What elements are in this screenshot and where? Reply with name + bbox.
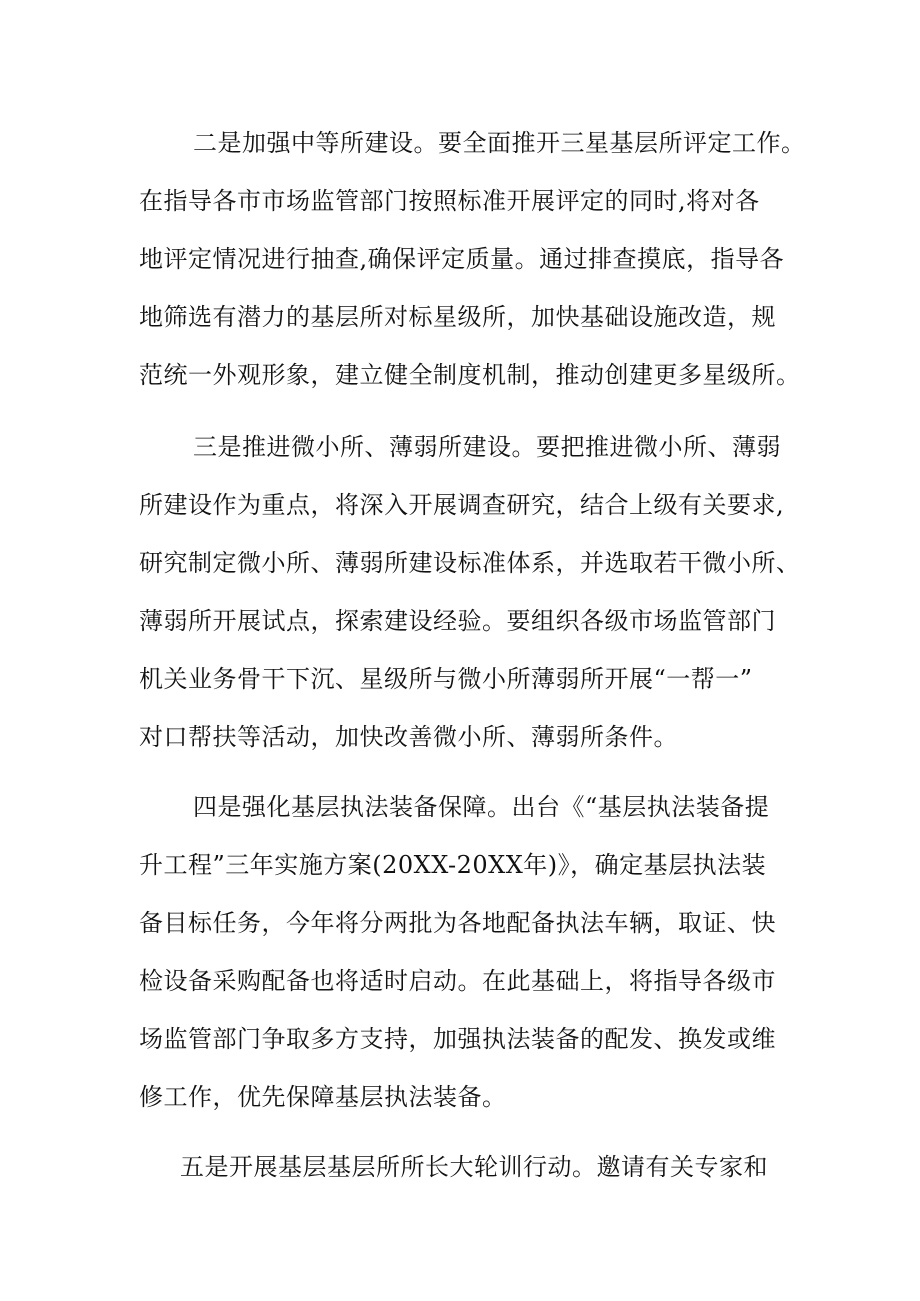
paragraph-3-line-6: 修工作，优先保障基层执法装备。 (139, 1083, 507, 1111)
paragraph-2-line-5: 机关业务骨干下沉、星级所与微小所薄弱所开展“一帮一” (139, 665, 753, 693)
paragraph-2-line-6: 对口帮扶等活动，加快改善微小所、薄弱所条件。 (139, 723, 678, 751)
paragraph-1-line-5: 范统一外观形象，建立健全制度机制，推动创建更多星级所。 (139, 361, 801, 389)
paragraph-2-line-2: 所建设作为重点，将深入开展调查研究，结合上级有关要求, (139, 491, 785, 519)
paragraph-4-line-1: 五是开展基层基层所所长大轮训行动。邀请有关专家和 (180, 1153, 768, 1181)
paragraph-2-line-1: 三是推进微小所、薄弱所建设。要把推进微小所、薄弱 (193, 433, 781, 461)
paragraph-2-line-4: 薄弱所开展试点，探索建设经验。要组织各级市场监管部门 (139, 607, 776, 635)
paragraph-3-line-3: 备目标任务，今年将分两批为各地配备执法车辆，取证、快 (139, 909, 776, 937)
paragraph-1-line-3: 地评定情况进行抽查,确保评定质量。通过排查摸底，指导各 (139, 245, 785, 273)
paragraph-1-line-4: 地筛选有潜力的基层所对标星级所，加快基础设施改造，规 (139, 303, 776, 331)
paragraph-3-line-4: 检设备采购配备也将适时启动。在此基础上，将指导各级市 (139, 967, 776, 995)
paragraph-1-line-2: 在指导各市市场监管部门按照标准开展评定的同时,将对各 (139, 187, 760, 215)
paragraph-3-line-5: 场监管部门争取多方支持，加强执法装备的配发、换发或维 (139, 1025, 776, 1053)
paragraph-2-line-3: 研究制定微小所、薄弱所建设标准体系，并选取若干微小所、 (139, 549, 801, 577)
paragraph-3-line-1: 四是强化基层执法装备保障。出台《“基层执法装备提 (193, 793, 770, 821)
paragraph-3-line-2: 升工程”三年实施方案(20XX-20XX年)》，确定基层执法装 (139, 851, 767, 879)
paragraph-1-line-1: 二是加强中等所建设。要全面推开三星基层所评定工作。 (193, 129, 806, 157)
